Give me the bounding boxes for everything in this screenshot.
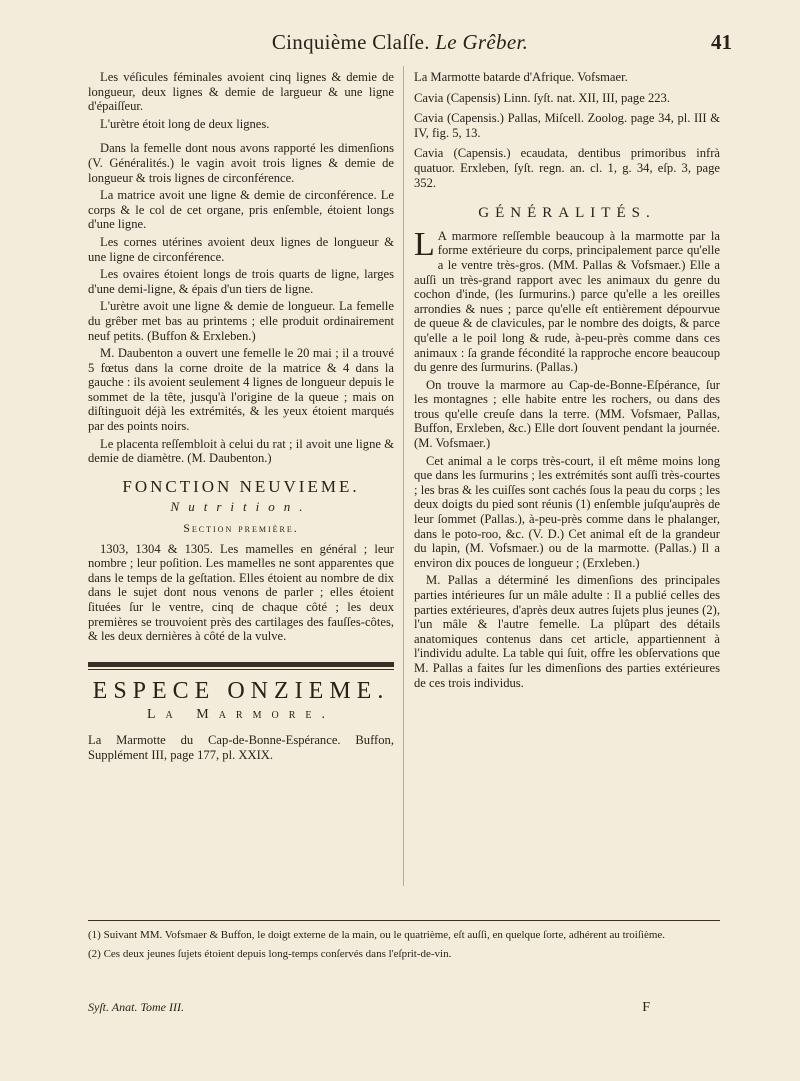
- generalites-heading: GÉNÉRALITÉS.: [478, 205, 656, 222]
- signature-line: [88, 1000, 720, 1015]
- paragraph: L'urètre avoit une ligne & demie de longueur. La femelle du grêber met bas au printems ; elle produit ordinairement neuf petits. (Buffon & Erxleben.): [88, 299, 394, 343]
- synonym-entry: La Marmotte batarde d'Afrique. Vofsmaer.: [414, 70, 628, 84]
- drop-cap: L: [414, 225, 435, 263]
- ornamental-rule: [88, 662, 394, 667]
- paragraph: 1303, 1304 & 1305. Les mamelles en général ; leur nombre ; leur poſition. Les mamelles ne sont apparentes que dans le temps de la geſtation. Elles étoient au nombre de dix dans le sujet dont nous venons de parler ; elles étoient ſituées ſur le ventre, cinq de chaque côté ; les deux premières se trouvoient près des cartilages des fauſſes-côtes, & les deux dernières à côté de la vulve.: [88, 541, 394, 644]
- paragraph: La matrice avoit une ligne & demie de circonférence. Le corps & le col de cet organe, pris enſemble, étoient longs d'une ligne.: [88, 188, 394, 232]
- paragraph: M. Daubenton a ouvert une femelle le 20 mai ; il a trouvé 5 fœtus dans la corne droite de la matrice & 4 dans la gauche : ils avoient seulement 4 lignes de longueur depuis le sommet de la tête, jusqu'à l'origine de la queue ; mais on diſtinguoit déjà les extrémités, & les yeux étoient marqués par des points noirs.: [88, 346, 394, 434]
- footnotes: [88, 920, 720, 967]
- paragraph: Cet animal a le corps très-court, il eſt même moins long que dans les ſurmurins ; les extrémités sont auſſi très-courtes ; les bras & les cuiſſes sont cachés ſous la peau du corps ; les deux doigts du pied sont réunis (1) enſemble juſqu'auprès de leur ſommet (Pallas.), à-peu-près comme dans le phalanger, dans le poto-roo, &c. (V. D.) Cet animal eſt de la grandeur du lapin, (M. Vofsmaer.) ou de la marmotte. (Pallas.) Il a environ dix pouces de longueur ; (Erxleben.): [414, 453, 720, 570]
- paragraph: L'urètre étoit long de deux lignes.: [100, 116, 270, 131]
- synonym-entry: La Marmotte du Cap-de-Bonne-Espérance. Buffon, Supplément III, page 177, pl. XXIX.: [88, 732, 394, 762]
- synonym-entry: Cavia (Capensis.) ecaudata, dentibus primoribus infrà quatuor. Erxleben, ſyſt. regn. an. cl. 1, g. 34, eſp. 3, page 352.: [414, 146, 720, 190]
- volume-signature: Syſt. Anat. Tome III.: [88, 1000, 184, 1014]
- synonym-entry: Cavia (Capensis) Linn. ſyſt. nat. XII, III, page 223.: [414, 90, 671, 105]
- footnote: (2) Ces deux jeunes ſujets étoient depuis long-temps conſervés dans l'eſprit-de-vin.: [88, 948, 452, 960]
- gathering-mark: F: [642, 1000, 650, 1015]
- paragraph: [414, 225, 720, 375]
- paragraph: M. Pallas a déterminé les dimenſions des principales parties intérieures ſur un mâle adulte : Il a publié celles des parties extérieures, d'après deux autres ſujets plus jeunes (2), l'un mâle & l'autre femelle. La plûpart des détails anatomiques contenus dans cet article, appartiennent à l'individu adulte. La table qui ſuit, offre les obſervations que M. Pallas a faites ſur les dimenſions des parties extérieures de ces trois individus.: [414, 573, 720, 690]
- species-heading: La Marmore.: [146, 707, 335, 723]
- footnote-rule: [88, 920, 720, 921]
- running-title-animal: Le Grêber.: [435, 30, 529, 54]
- paragraph: On trouve la marmore au Cap-de-Bonne-Eſpérance, ſur les montagnes ; elle habite entre les rochers, ou dans des trous qu'elle creuſe dans la terre. (MM. Vofsmaer, Pallas, Buffon, Erxleben, &c.) Elle dort ſouvent pendant la journée. (M. Vofsmaer.): [414, 377, 720, 451]
- left-column: [88, 70, 394, 768]
- running-title: [0, 30, 800, 55]
- espece-heading: ESPECE ONZIEME.: [92, 677, 390, 704]
- running-title-class: Cinquième Claſſe.: [271, 30, 430, 54]
- paragraph: Les ovaires étoient longs de trois quarts de ligne, larges d'une demi-ligne, & épais d'un tiers de ligne.: [88, 267, 394, 296]
- paragraph-text: A marmore reſſemble beaucoup à la marmotte par la forme extérieure du corps, principalement parce qu'elle a le ventre très-gros. (MM. Pallas & Vofsmaer.) Elle a auſſi un très-grand rapport avec les animaux du genre du cochon d'inde, (les ſurmurins.) parce qu'elle a les oreilles arrondies & nues ; parce qu'elle eſt entièrement dépourvue de queue & de clavicules, par le nombre des doigts, & parce qu'elle a le poil long & rude, à-peu-près comme dans ces animaux : ſa grande fécondité la rapproche encore beaucoup du genre des ſurmurins. (Pallas.): [414, 228, 720, 375]
- fonction-heading: FONCTION NEUVIEME.: [122, 476, 360, 496]
- footnote: (1) Suivant MM. Vofsmaer & Buffon, le doigt externe de la main, ou le quatrième, eſt auſſi, en quelque ſorte, adhérent au troiſième.: [88, 929, 666, 941]
- right-column: [414, 70, 720, 693]
- paragraph: Les cornes utérines avoient deux lignes de longueur & une ligne de circonférence.: [88, 234, 394, 264]
- paragraph: Dans la femelle dont nous avons rapporté les dimenſions (V. Généralités.) le vagin avoit trois lignes & demie de longueur & trois lignes de circonférence.: [88, 141, 394, 185]
- paragraph: Le placenta reſſembloit à celui du rat ; il avoit une ligne & demie de diamètre. (M. Daubenton.): [88, 436, 394, 466]
- column-divider: [403, 66, 404, 886]
- synonym-entry: Cavia (Capensis.) Pallas, Miſcell. Zoolog. page 34, pl. III & IV, fig. 5, 13.: [414, 111, 720, 140]
- divider: [88, 669, 394, 670]
- paragraph: Les véſicules féminales avoient cinq lignes & demie de longueur, deux lignes & demie de largueur & une ligne d'épaiſſeur.: [88, 70, 394, 114]
- nutrition-heading: Nutrition.: [170, 499, 312, 515]
- section-heading: Section première.: [183, 521, 299, 536]
- page-header: [0, 30, 800, 58]
- page-number: 41: [711, 30, 732, 54]
